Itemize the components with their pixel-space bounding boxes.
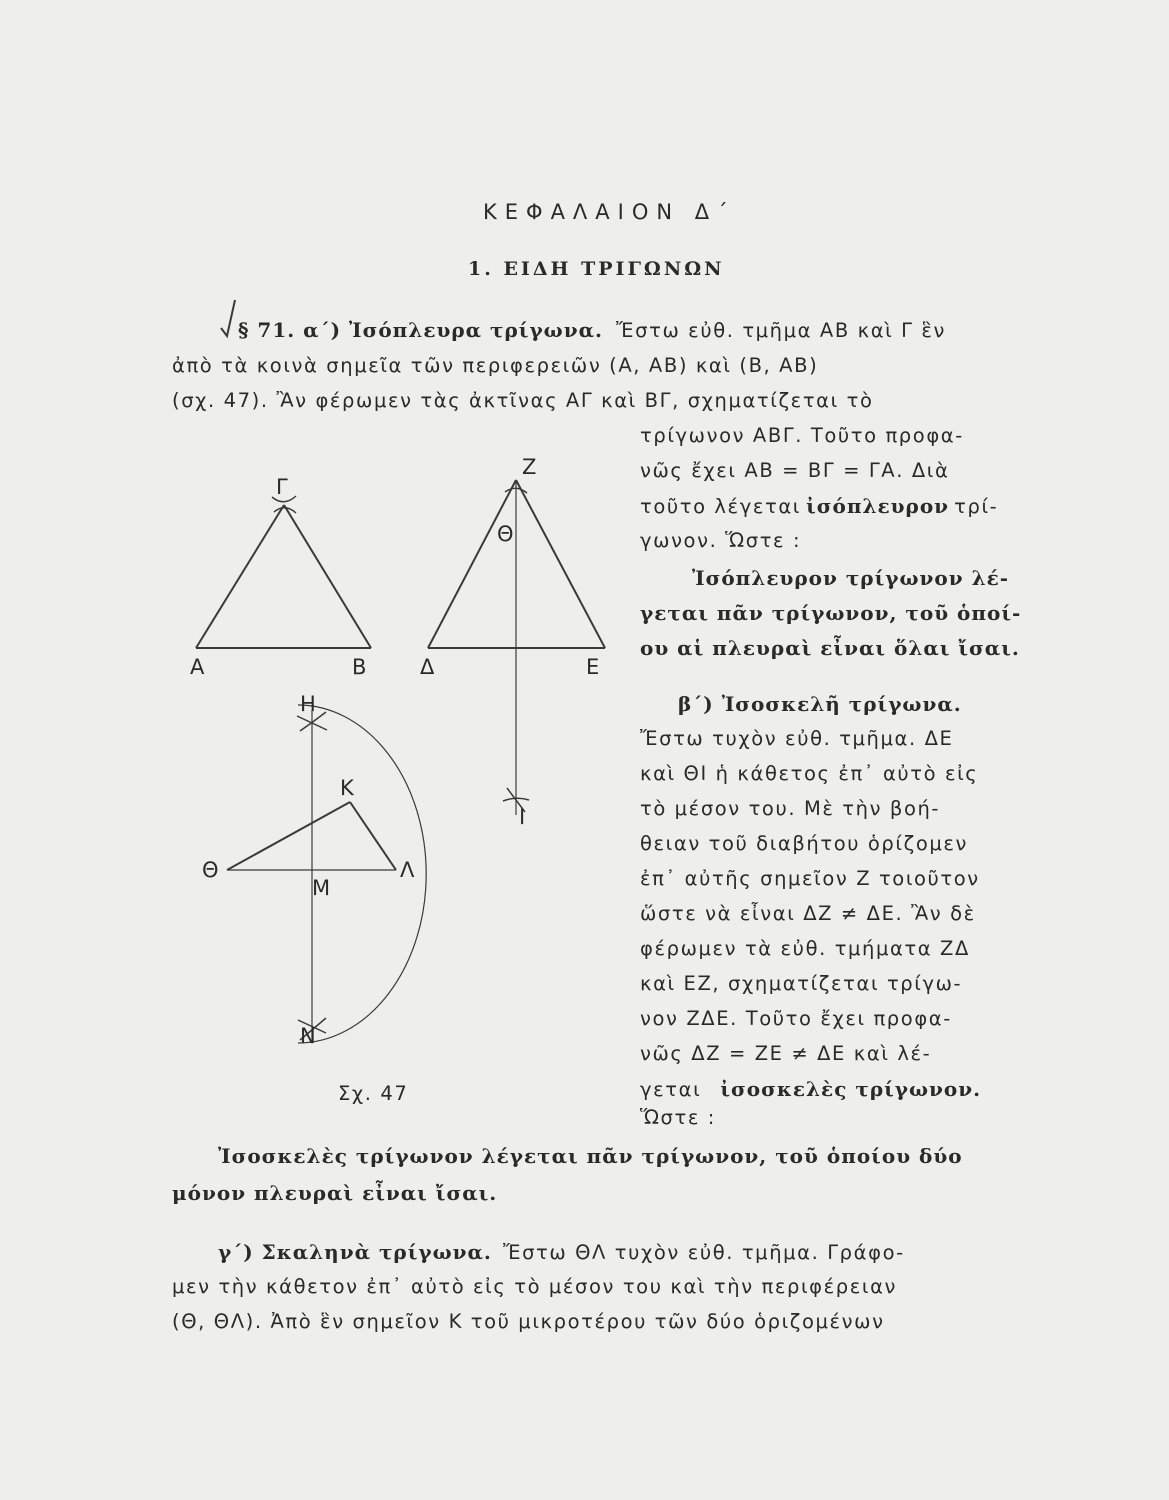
- paragraph-b-line: καὶ ΕΖ, σχηματίζεται τρίγω-: [640, 972, 963, 995]
- paragraph-a-line-4: τρίγωνον ΑΒΓ. Τοῦτο προφα-: [640, 424, 964, 447]
- figure-47-drawing: [0, 0, 640, 1130]
- paragraph-c-heading: γ΄) Σκαληνὰ τρίγωνα.: [218, 1240, 492, 1264]
- paragraph-b-line: ὥστε νὰ εἶναι ΔΖ ≠ ΔΕ. Ἂν δὲ: [640, 902, 976, 925]
- definition-a-line-1: Ἰσόπλευρον τρίγωνον λέ-: [692, 566, 1010, 590]
- figure-caption: Σχ. 47: [338, 1082, 409, 1105]
- section-title: 1. ΕΙΔΗ ΤΡΙΓΩΝΩΝ: [468, 258, 725, 280]
- term-isoskeles: ἰσοσκελὲς τρίγωνον.: [720, 1077, 982, 1101]
- definition-a-line-3: ου αἱ πλευραὶ εἶναι ὅλαι ἴσαι.: [640, 636, 1020, 660]
- paragraph-b-line: νῶς ΔΖ = ΖΕ ≠ ΔΕ καὶ λέ-: [640, 1042, 932, 1065]
- paragraph-c-line-3: (Θ, ΘΛ). Ἀπὸ ἓν σημεῖον Κ τοῦ μικροτέρου τῶν δύο ὁριζομένων: [172, 1310, 885, 1333]
- definition-b-line-2: μόνον πλευραὶ εἶναι ἴσαι.: [172, 1181, 498, 1205]
- paragraph-a-line-1: § 71. α΄) Ἰσόπλευρα τρίγωνα. Ἔστω εὐθ. τμῆμα ΑΒ καὶ Γ ἓν: [238, 318, 947, 342]
- triangle-kl-side-theta-kappa: [227, 802, 350, 870]
- label-alpha: Α: [190, 655, 205, 679]
- label-iota: Ι: [519, 805, 526, 829]
- paragraph-b-line: φέρωμεν τὰ εὐθ. τμήματα ΖΔ: [640, 937, 970, 960]
- triangle-zde-side-dz: [428, 480, 516, 648]
- paragraph-a-line-2: ἀπὸ τὰ κοινὰ σημεῖα τῶν περιφερειῶν (Α, ΑΒ) καὶ (Β, ΑΒ): [172, 354, 819, 377]
- paragraph-b-line-11: γεται ἰσοσκελὲς τρίγωνον.: [640, 1077, 982, 1101]
- label-gamma: Γ: [276, 475, 288, 499]
- label-nu: Ν: [300, 1024, 316, 1048]
- triangle-abg-side-ag: [196, 505, 284, 648]
- definition-b-line-1: Ἰσοσκελὲς τρίγωνον λέγεται πᾶν τρίγωνον, τοῦ ὁποίου δύο: [218, 1144, 963, 1168]
- label-zeta: Ζ: [522, 455, 537, 479]
- label-epsilon: Ε: [586, 655, 600, 679]
- triangle-abg-side-bg: [284, 505, 371, 648]
- paragraph-b-line: θειαν τοῦ διαβήτου ὁρίζομεν: [640, 832, 968, 855]
- definition-a-line-2: γεται πᾶν τρίγωνον, τοῦ ὁποί-: [640, 601, 1022, 625]
- label-eta: Η: [300, 692, 316, 716]
- label-theta-top: Θ: [497, 522, 514, 546]
- triangle-zde-side-ez: [516, 480, 605, 648]
- paragraph-a-line-3: (σχ. 47). Ἂν φέρωμεν τὰς ἀκτῖνας ΑΓ καὶ ΒΓ, σχηματίζεται τὸ: [172, 389, 874, 412]
- label-theta: Θ: [202, 858, 219, 882]
- paragraph-b-heading: β΄) Ἰσοσκελῆ τρίγωνα.: [678, 692, 962, 716]
- paragraph-b-line: τὸ μέσον του. Μὲ τὴν βοή-: [640, 797, 941, 820]
- paragraph-a-line-6: τοῦτο λέγεται ἰσόπλευρον τρί-: [640, 494, 999, 518]
- label-mu: Μ: [312, 876, 331, 900]
- paragraph-a-line-7: γωνον. Ὥστε :: [640, 529, 802, 552]
- label-beta: Β: [352, 655, 367, 679]
- paragraph-b-line: νον ΖΔΕ. Τοῦτο ἔχει προφα-: [640, 1007, 952, 1030]
- paragraph-b-line-12: Ὥστε :: [640, 1106, 716, 1129]
- label-lambda: Λ: [400, 858, 415, 882]
- term-isopleuron: ἰσόπλευρον: [806, 494, 950, 518]
- paragraph-b-line: καὶ ΘΙ ἡ κάθετος ἐπ᾽ αὐτὸ εἰς: [640, 762, 979, 785]
- paragraph-c-line-2: μεν τὴν κάθετον ἐπ᾽ αὐτὸ εἰς τὸ μέσον του καὶ τὴν περιφέρειαν: [172, 1275, 898, 1298]
- label-delta: Δ: [420, 655, 435, 679]
- paragraph-b-line: ἐπ᾽ αὐτῆς σημεῖον Ζ τοιοῦτον: [640, 867, 980, 890]
- paragraph-a-heading: § 71. α΄) Ἰσόπλευρα τρίγωνα.: [238, 318, 603, 342]
- paragraph-c-line-1: γ΄) Σκαληνὰ τρίγωνα. Ἔστω ΘΛ τυχὸν εὐθ. τμῆμα. Γράφο-: [218, 1240, 905, 1264]
- paragraph-b-line: Ἔστω τυχὸν εὐθ. τμῆμα. ΔΕ: [640, 727, 954, 750]
- arc-mark-gamma-2: [274, 508, 296, 513]
- label-kappa: Κ: [340, 776, 354, 800]
- triangle-kl-side-kappa-lambda: [350, 802, 396, 870]
- paragraph-a-line-5: νῶς ἔχει ΑΒ = ΒΓ = ΓΑ. Διὰ: [640, 459, 950, 482]
- chapter-title: ΚΕΦΑΛΑΙΟΝ Δ΄: [483, 200, 736, 224]
